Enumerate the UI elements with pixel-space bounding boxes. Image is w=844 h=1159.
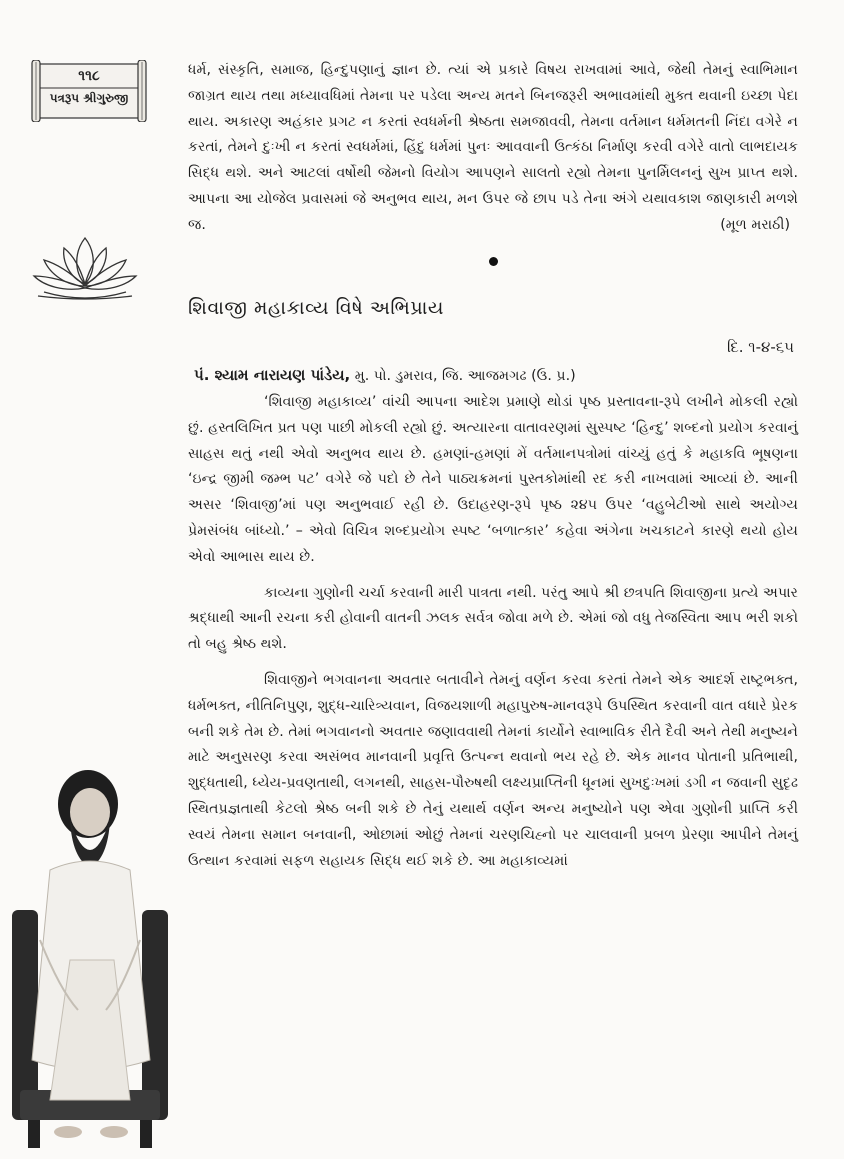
- letter2-paragraph: ‘શિવાજી મહાકાવ્ય’ વાંચી આપના આદેશ પ્રમાણે થોડાં પૃષ્ઠ પ્રસ્તાવના-રૂપે લખીને મોકલી રહ્યો છું. હસ્તલિખિત પ્રત પણ પાછી મોકલી રહ્યો છું. અત્યારના વાતાવરણમાં સુસ્પષ્ટ ‘હિન્દુ’ શબ્દનો પ્રયોગ કરવાનું સાહસ થતું નથી એવો અનુભવ થાય છે. હમણાં-હમણાં મેં વર્તમાનપત્રોમાં વાંચ્યું હતું કે મહાકવિ ભૂષણના ‘ઇન્દ્ર જીમી જમ્ભ પટ’ વગેરે જે પદો છે તેને પાઠ્યક્રમનાં પુસ્તકોમાંથી રદ કરી નાખવામાં આવ્યાં છે. આની અસર ‘શિવાજી’માં પણ અનુભવાઈ રહી છે. ઉદાહરણ-રૂપે પૃષ્ઠ ૨૪૫ ઉપર ‘વહુબેટીઓ સાથે અયોગ્ય પ્રેમસંબંધ બાંધ્યો.’ – એવો વિચિત્ર શબ્દપ્રયોગ સ્પષ્ટ ‘બળાત્કાર’ કહેવા અંગેના ખચકાટને કારણે થયો હોય એવો આભાસ થાય છે.: [188, 393, 798, 565]
- letter2-heading: શિવાજી મહાકાવ્ય વિષે અભિપ્રાય: [188, 296, 444, 319]
- sender-name: પં. શ્યામ નારાયણ પાંડેય,: [194, 366, 351, 385]
- letter2-sender: [194, 363, 798, 390]
- letter2-date: દિ. ૧-૪-૬૫: [726, 338, 794, 357]
- page-number: ૧૧૮: [78, 68, 100, 84]
- page-margin: [0, 0, 178, 1159]
- letter2-paragraph: શિવાજીને ભગવાનના અવતાર બતાવીને તેમનું વર્ણન કરવા કરતાં તેમને એક આદર્શ રાષ્ટ્રભક્ત, ધર્મભક્ત, નીતિનિપુણ, શુદ્ધ-ચારિત્ર્યવાન, વિજયશાળી મહાપુરુષ-માનવરૂપે ઉપસ્થિત કરવાની વાત વધારે પ્રેરક બની શકે તેમ છે. તેમાં ભગવાનનો અવતાર જણાવવાથી તેમનાં કાર્યોને સ્વાભાવિક રીતે દૈવી અને તેથી મનુષ્યને માટે અનુસરણ કરવા અસંભવ માનવાની પ્રવૃત્તિ ઉત્પન્ન થવાનો ભય રહે છે. એક માનવ પોતાની પ્રતિભાથી, શુદ્ધતાથી, ધ્યેય-પ્રવણતાથી, લગનથી, સાહસ-પૌરુષથી લક્ષ્યપ્રાપ્તિની ધૂનમાં સુખદુઃખમાં ડગી ન જવાની સુદૃઢ સ્થિતપ્રજ્ઞતાથી કેટલો શ્રેષ્ઠ બની શકે છે તેનું યથાર્થ વર્ણન અન્ય મનુષ્યોને પણ એવા ગુણોની પ્રાપ્તિ કરી સ્વયં તેમના સમાન બનવાની, ઓછામાં ઓછું તેમનાં ચરણચિહ્નો પર ચાલવાની પ્રબળ પ્રેરણા આપીને તેમનું ઉત્થાન કરવામાં સફળ સહાયક સિદ્ધ થઈ શકે છે. આ મહાકાવ્યમાં: [188, 671, 799, 869]
- page-header-scroll: [30, 60, 148, 122]
- sender-address: મુ. પો. ડુમરાવ, જિ. આજમગઢ (ઉ. પ્ર.): [354, 368, 576, 385]
- section-title: પત્રરૂપ શ્રીગુરુજી: [49, 91, 129, 105]
- section-divider: [489, 257, 498, 266]
- lotus-icon: [30, 232, 140, 304]
- letter2-paragraph: કાવ્યના ગુણોની ચર્ચા કરવાની મારી પાત્રતા નથી. પરંતુ આપે શ્રી છત્રપતિ શિવાજીના પ્રત્યે અપાર શ્રદ્ધાથી આની રચના કરી હોવાની વાતની ઝલક સર્વત્ર જોવા મળે છે. એમાં જો વધુ તેજસ્વિતા આપ ભરી શકો તો બહુ શ્રેષ્ઠ થશે.: [188, 584, 798, 653]
- source-note: (મૂળ મરાઠી): [720, 216, 790, 233]
- portrait-photo: [10, 760, 170, 1150]
- letter1-body: ધર્મ, સંસ્કૃતિ, સમાજ, હિન્દુપણાનું જ્ઞાન છે. ત્યાં એ પ્રકારે વિષય રાખવામાં આવે, જેથી તેમનું સ્વાભિમાન જાગ્રત થાય તથા મધ્યાવધિમાં તેમના પર પડેલા અન્ય મતને બિનજરૂરી અભાવમાંથી મુક્ત થવાની ઇચ્છા પેદા થાય. અકારણ અહંકાર પ્રગટ ન કરતાં સ્વધર્મની શ્રેષ્ઠતા સમજાવવી, તેમના વર્તમાન ધર્મમતની નિંદા વગેરે ન કરતાં, તેમને દુઃખી ન કરતાં સ્વધર્મમાં, હિંદુ ધર્મમાં પુનઃ આવવાની ઉત્કંઠા નિર્માણ કરવી વગેરે વાતો લાભદાયક સિદ્ધ થશે. અને આટલાં વર્ષોથી જેમનો વિયોગ આપણને સાલતો રહ્યો તેમના પુનર્મિલનનું સુખ પ્રાપ્ત થશે. આપના આ યોજેલ પ્રવાસમાં જે અનુભવ થાય, મન ઉપર જે છાપ પડે તેના અંગે યથાવકાશ જાણકારી મળશે જ.: [188, 62, 798, 233]
- page-content: [188, 58, 798, 874]
